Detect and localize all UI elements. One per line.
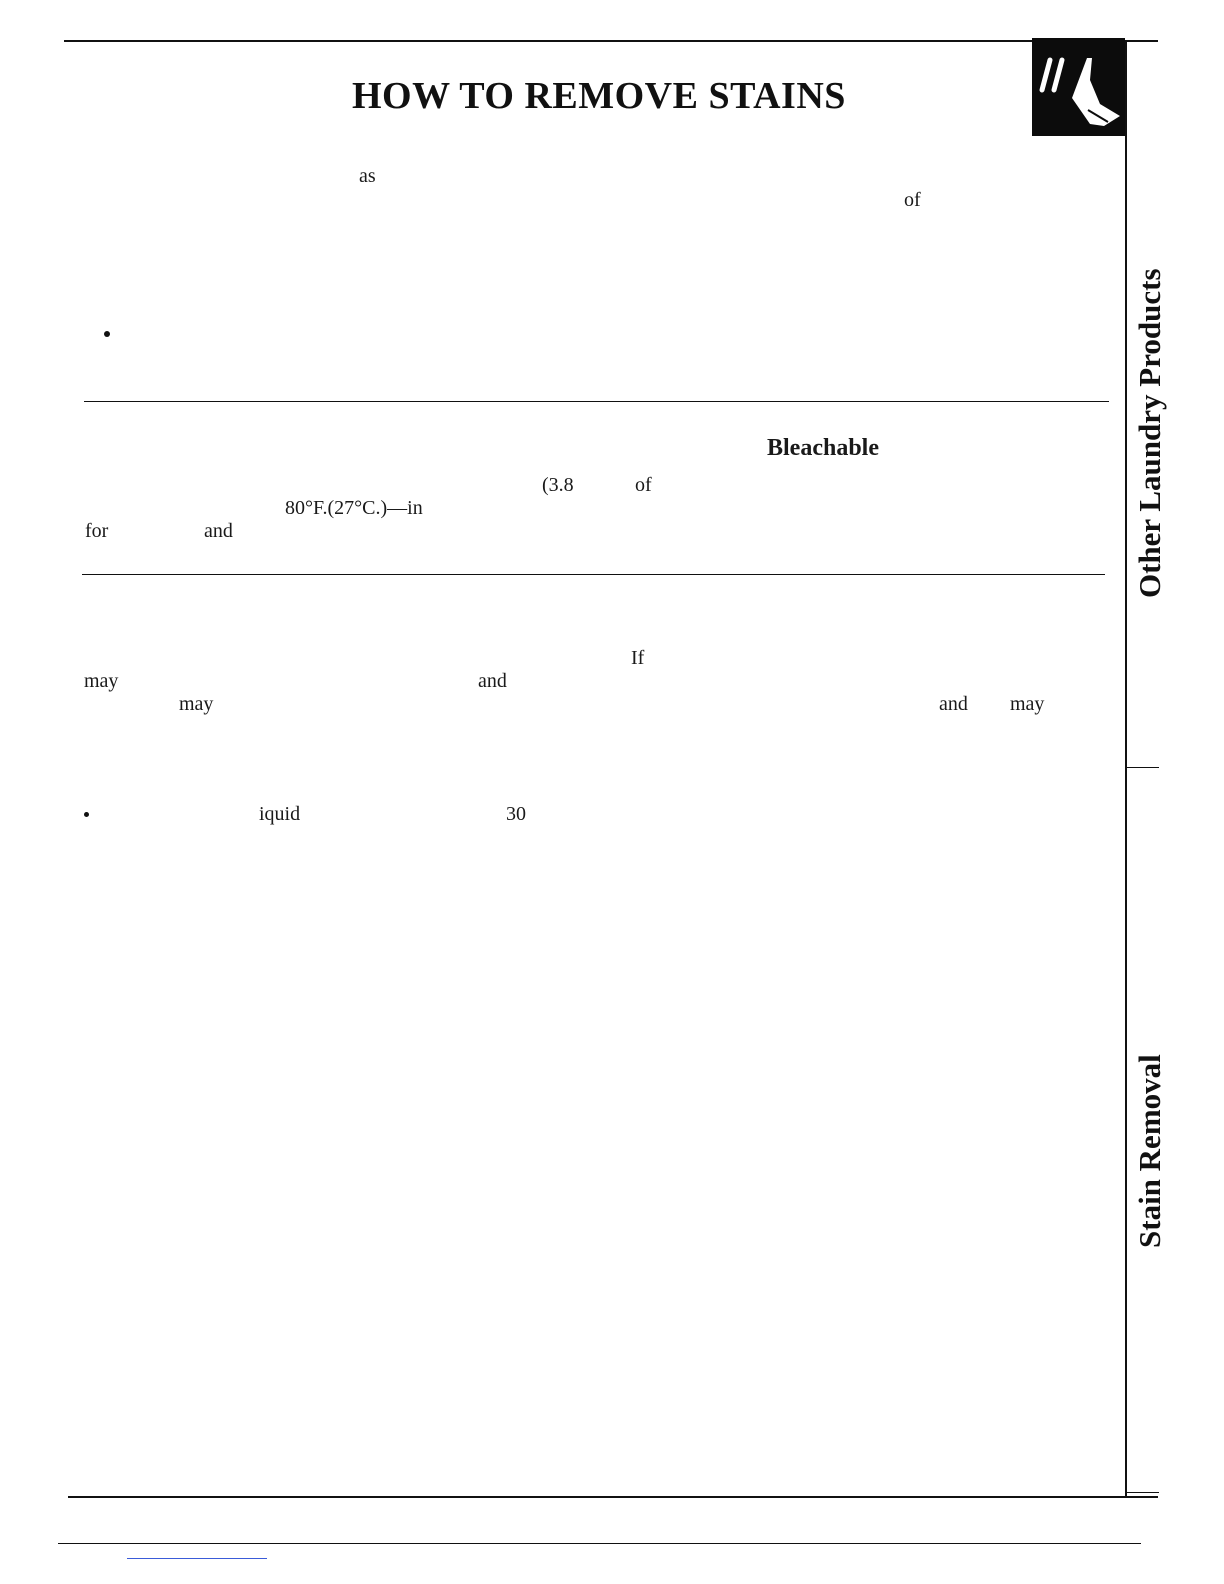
section2-word-for: for bbox=[85, 520, 109, 542]
section3-word-and-2: and bbox=[939, 693, 968, 715]
section1-word-as: as bbox=[359, 165, 376, 187]
section3-word-may-1: may bbox=[84, 670, 119, 692]
hand-glyph bbox=[1032, 38, 1125, 136]
section2-word-and: and bbox=[204, 520, 233, 542]
side-tab-divider bbox=[1127, 767, 1159, 768]
section2-word-of: of bbox=[635, 474, 652, 496]
section3-word-and-1: and bbox=[478, 670, 507, 692]
section-divider-1 bbox=[84, 401, 1109, 402]
footer-link-underline bbox=[127, 1558, 267, 1559]
laundry-hand-icon bbox=[1032, 38, 1125, 136]
section1-bullet bbox=[104, 331, 110, 337]
top-rule bbox=[64, 40, 1158, 42]
side-tab-other-laundry-products[interactable]: Other Laundry Products bbox=[1132, 268, 1167, 598]
footer-rule bbox=[58, 1543, 1141, 1544]
section2-word-3-8: (3.8 bbox=[542, 474, 574, 496]
page-title: HOW TO REMOVE STAINS bbox=[352, 75, 846, 117]
side-tab-stain-removal[interactable]: Stain Removal bbox=[1132, 1054, 1167, 1248]
section3-bullet bbox=[84, 812, 89, 817]
section2-word-temperature: 80°F.(27°C.)—in bbox=[285, 497, 423, 519]
section-divider-2 bbox=[82, 574, 1105, 575]
section3-word-may-3: may bbox=[1010, 693, 1045, 715]
section3-word-if: If bbox=[631, 647, 645, 669]
section1-word-of: of bbox=[904, 189, 921, 211]
section3-word-30: 30 bbox=[506, 803, 526, 825]
side-tab-rule bbox=[1125, 40, 1127, 1496]
side-tab-bottom bbox=[1127, 1492, 1159, 1493]
section3-word-iquid: iquid bbox=[259, 803, 301, 825]
bottom-rule bbox=[68, 1496, 1158, 1498]
section3-word-may-2: may bbox=[179, 693, 214, 715]
bleachable-heading: Bleachable bbox=[767, 435, 879, 461]
